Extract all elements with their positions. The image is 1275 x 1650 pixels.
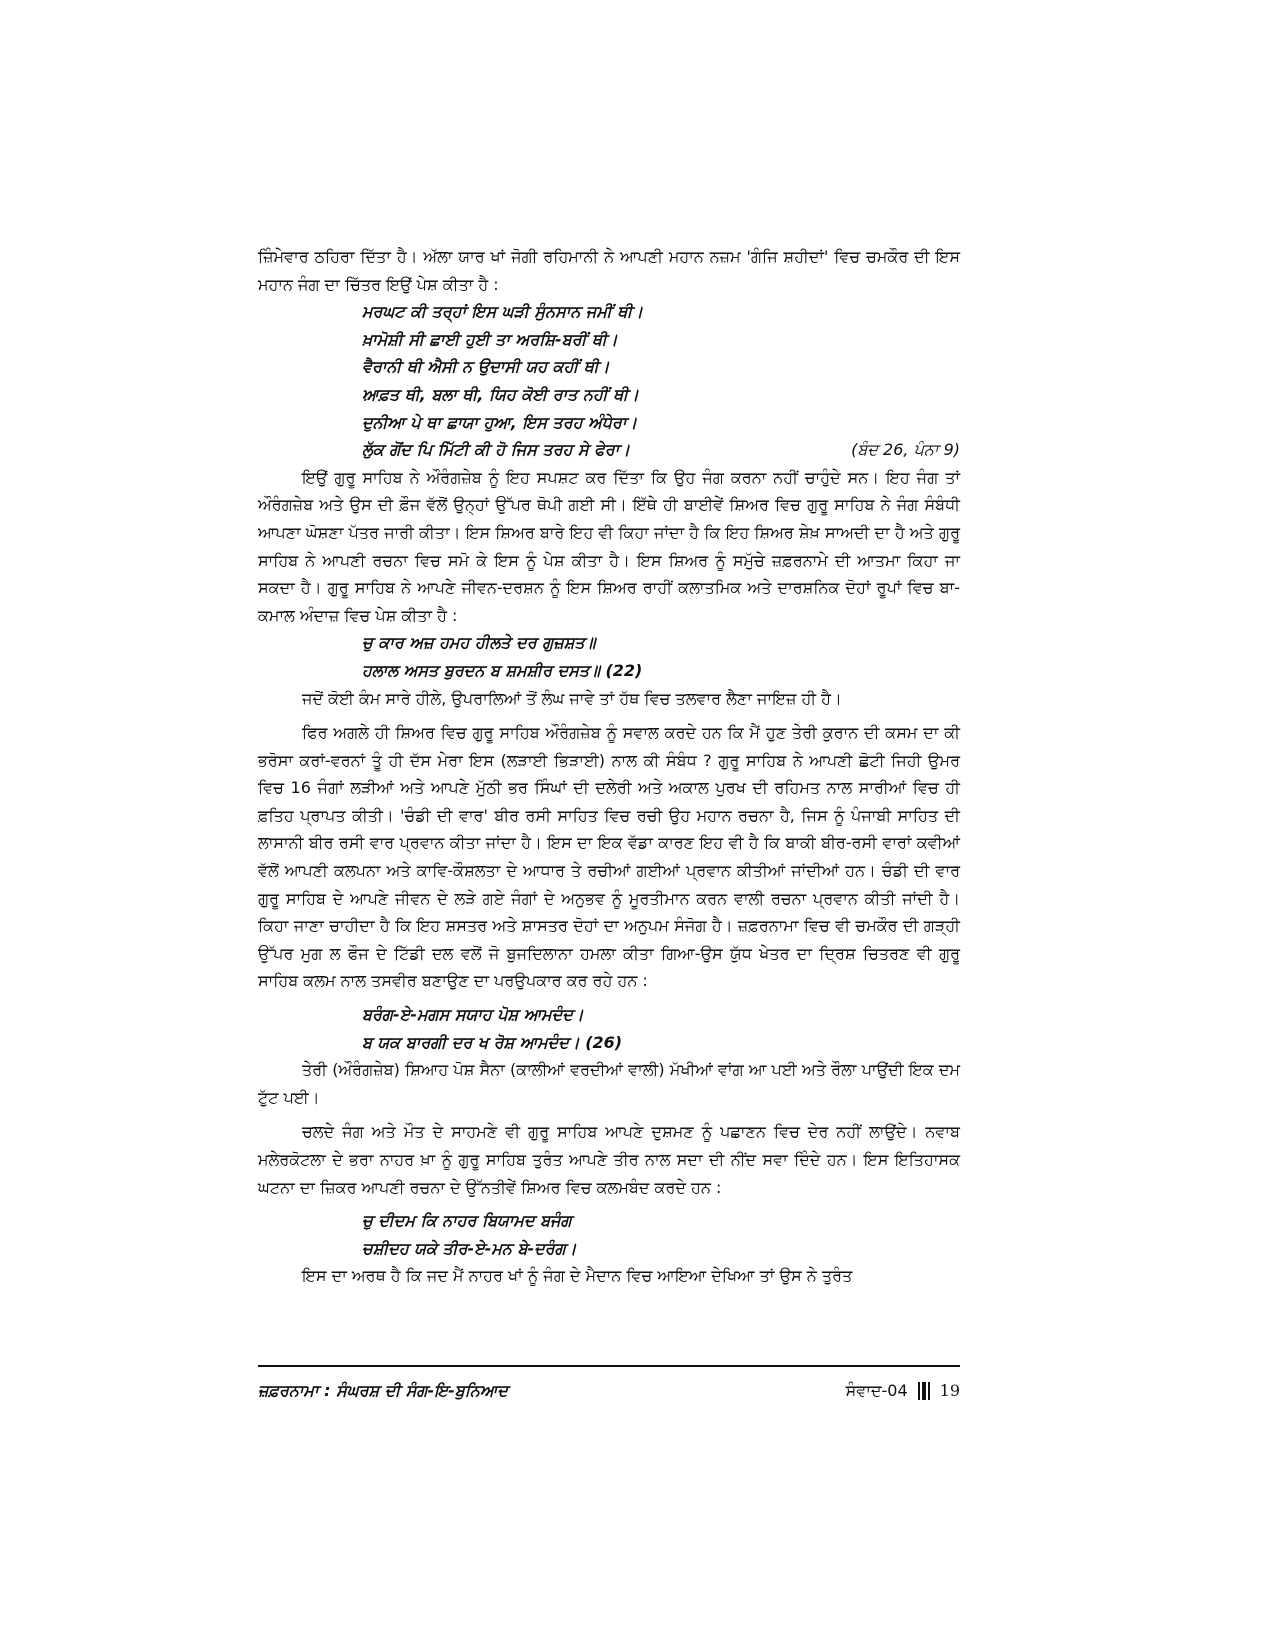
barcode-ornament-icon [918,1382,930,1400]
page-body [258,243,960,1290]
verse-line: ਚੁ ਦੀਦਮ ਕਿ ਨਾਹਰ ਬਿਯਾਮਦ ਬਜੰਗ [362,1211,572,1231]
verse-line: ਚੁ ਕਾਰ ਅਜ਼ ਹਮਹ ਹੀਲਤੇ ਦਰ ਗੁਜ਼ਸ਼ਤ॥ [362,633,596,653]
paragraph-1: ਜ਼ਿੰਮੇਵਾਰ ਠਹਿਰਾ ਦਿੱਤਾ ਹੈ। ਅੱਲਾ ਯਾਰ ਖਾਂ ਜੋਗੀ ਰਹਿਮਾਨੀ ਨੇ ਆਪਣੀ ਮਹਾਨ ਨਜ਼ਮ 'ਗੰਜਿ ਸ਼ਹੀਦਾਂ' ਵਿਚ ਚਮਕੌਰ ਦੀ ਇਸ ਮਹਾਨ ਜੰਗ ਦਾ ਚਿੱਤਰ ਇਉਂ ਪੇਸ਼ ਕੀਤਾ ਹੈ : [258,247,960,294]
paragraph-7: ਇਸ ਦਾ ਅਰਥ ਹੈ ਕਿ ਜਦ ਮੈਂ ਨਾਹਰ ਖਾਂ ਨੂੰ ਜੰਗ ਦੇ ਮੈਦਾਨ ਵਿਚ ਆਇਆ ਦੇਖਿਆ ਤਾਂ ਉਸ ਨੇ ਤੁਰੰਤ [302,1266,853,1286]
page-footer [258,1378,960,1404]
verse-block-2 [362,629,960,684]
running-title: ਜ਼ਫ਼ਰਨਾਮਾ : ਸੰਘਰਸ਼ ਦੀ ਸੰਗ-ਇ-ਬੁਨਿਆਦ [258,1381,508,1400]
verse-line: ਮਰਘਟ ਕੀ ਤਰ੍ਹਾਂ ਇਸ ਘੜੀ ਸੁੰਨਸਾਨ ਜਮੀਂ ਥੀ। [362,302,643,322]
verse-line: ਹਲਾਲ ਅਸਤ ਬੁਰਦਨ ਬ ਸ਼ਮਸ਼ੀਰ ਦਸਤ॥ (22) [362,660,643,680]
footer-right-group [846,1378,960,1404]
paragraph-3: ਜਦੋਂ ਕੋਈ ਕੰਮ ਸਾਰੇ ਹੀਲੇ, ਉਪਰਾਲਿਆਂ ਤੋਂ ਲੰਘ ਜਾਵੇ ਤਾਂ ਹੱਥ ਵਿਚ ਤਲਵਾਰ ਲੈਣਾ ਜਾਇਜ਼ ਹੀ ਹੈ। [302,688,842,708]
paragraph-4: ਫਿਰ ਅਗਲੇ ਹੀ ਸ਼ਿਅਰ ਵਿਚ ਗੁਰੂ ਸਾਹਿਬ ਔਰੰਗਜ਼ੇਬ ਨੂੰ ਸਵਾਲ ਕਰਦੇ ਹਨ ਕਿ ਮੈਂ ਹੁਣ ਤੇਰੀ ਕੁਰਾਨ ਦੀ ਕਸਮ ਦਾ ਕੀ ਭਰੋਸਾ ਕਰਾਂ-ਵਰਨਾਂ ਤੂੰ ਹੀ ਦੱਸ ਮੇਰਾ ਇਸ (ਲੜਾਈ ਭਿੜਾਈ) ਨਾਲ ਕੀ ਸੰਬੰਧ ? ਗੁਰੂ ਸਾਹਿਬ ਨੇ ਆਪਣੀ ਛੋਟੀ ਜਿਹੀ ਉਮਰ ਵਿਚ 16 ਜੰਗਾਂ ਲੜੀਆਂ ਅਤੇ ਆਪਣੇ ਮੁੱਠੀ ਭਰ ਸਿੰਘਾਂ ਦੀ ਦਲੇਰੀ ਅਤੇ ਅਕਾਲ ਪੁਰਖ ਦੀ ਰਹਿਮਤ ਨਾਲ ਸਾਰੀਆਂ ਵਿਚ ਹੀ ਫ਼ਤਿਹ ਪ੍ਰਾਪਤ ਕੀਤੀ। 'ਚੰਡੀ ਦੀ ਵਾਰ' ਬੀਰ ਰਸੀ ਸਾਹਿਤ ਵਿਚ ਰਚੀ ਉਹ ਮਹਾਨ ਰਚਨਾ ਹੈ, ਜਿਸ ਨੂੰ ਪੰਜਾਬੀ ਸਾਹਿਤ ਦੀ ਲਾਸਾਨੀ ਬੀਰ ਰਸੀ ਵਾਰ ਪ੍ਰਵਾਨ ਕੀਤਾ ਜਾਂਦਾ ਹੈ। ਇਸ ਦਾ ਇਕ ਵੱਡਾ ਕਾਰਣ ਇਹ ਵੀ ਹੈ ਕਿ ਬਾਕੀ ਬੀਰ-ਰਸੀ ਵਾਰਾਂ ਕਵੀਆਂ ਵੱਲੋਂ ਆਪਣੀ ਕਲਪਨਾ ਅਤੇ ਕਾਵਿ-ਕੌਸ਼ਲਤਾ ਦੇ ਆਧਾਰ ਤੇ ਰਚੀਆਂ ਗਈਆਂ ਪ੍ਰਵਾਨ ਕੀਤੀਆਂ ਜਾਂਦੀਆਂ ਹਨ। ਚੰਡੀ ਦੀ ਵਾਰ ਗੁਰੂ ਸਾਹਿਬ ਦੇ ਆਪਣੇ ਜੀਵਨ ਦੇ ਲੜੇ ਗਏ ਜੰਗਾਂ ਦੇ ਅਨੁਭਵ ਨੂੰ ਮੂਰਤੀਮਾਨ ਕਰਨ ਵਾਲੀ ਰਚਨਾ ਪ੍ਰਵਾਨ ਕੀਤੀ ਜਾਂਦੀ ਹੈ। ਕਿਹਾ ਜਾਣਾ ਚਾਹੀਦਾ ਹੈ ਕਿ ਇਹ ਸ਼ਸਤਰ ਅਤੇ ਸ਼ਾਸਤਰ ਦੋਹਾਂ ਦਾ ਅਨੁਪਮ ਸੰਜੋਗ ਹੈ। ਜ਼ਫ਼ਰਨਾਮਾ ਵਿਚ ਵੀ ਚਮਕੌਰ ਦੀ ਗੜ੍ਹੀ ਉੱਪਰ ਮੁਗ ਲ ਫੌਜ ਦੇ ਟਿੱਡੀ ਦਲ ਵਲੋਂ ਜੋ ਬੁਜਦਿਲਾਨਾ ਹਮਲਾ ਕੀਤਾ ਗਿਆ-ਉਸ ਯੁੱਧ ਖੇਤਰ ਦਾ ਦ੍ਰਿਸ਼ ਚਿਤਰਣ ਵੀ ਗੁਰੂ ਸਾਹਿਬ ਕਲਮ ਨਾਲ ਤਸਵੀਰ ਬਣਾਉਣ ਦਾ ਪਰਉਪਕਾਰ ਕਰ ਰਹੇ ਹਨ : [258,723,960,991]
verse-line: ਖ਼ਾਮੋਸ਼ੀ ਸੀ ਛਾਈ ਹੁਈ ਤਾ ਅਰਸ਼ਿ-ਬਰੀਂ ਥੀ। [362,329,618,349]
verse-line: ਵੈਰਾਨੀ ਥੀ ਐਸੀ ਨ ਉਦਾਸੀ ਯਹ ਕਹੀਂ ਥੀ। [362,357,610,377]
footer-divider [258,1365,960,1367]
verse-line: ਬ ਯਕ ਬਾਰਗੀ ਦਰ ਖ ਰੋਸ਼ ਆਮਦੰਦ। (26) [362,1032,623,1052]
verse-block-4 [362,1207,960,1262]
verse-line: ਦੁਨੀਆ ਪੇ ਥਾ ਛਾਯਾ ਹੁਆ, ਇਸ ਤਰਹ ਅੰਧੇਰਾ। [362,412,638,432]
verse-line: ਬਰੰਗ-ਏ-ਮਗਸ ਸਯਾਹ ਪੋਸ਼ ਆਮਦੰਦ। [362,1005,584,1025]
verse-block-3 [362,1001,960,1056]
verse-line-with-reference [362,436,960,464]
paragraph-5: ਤੇਰੀ (ਔਰੰਗਜ਼ੇਬ) ਸ਼ਿਆਹ ਪੋਸ਼ ਸੈਨਾ (ਕਾਲੀਆਂ ਵਰਦੀਆਂ ਵਾਲੀ) ਮੱਖੀਆਂ ਵਾਂਗ ਆ ਪਈ ਅਤੇ ਰੌਲਾ ਪਾਉਂਦੀ ਇਕ ਦਮ ਟੁੱਟ ਪਈ। [258,1060,960,1107]
page-number: 19 [939,1381,960,1400]
issue-label: ਸੰਵਾਦ-04 [845,1381,908,1400]
verse-line: ਲੁੱਕ ਗੋਂਦ ਪਿ ਮਿੱਟੀ ਕੀ ਹੋ ਜਿਸ ਤਰਹ ਸੇ ਫੇਰਾ। [362,440,630,460]
verse-reference: (ਬੰਦ 26, ਪੰਨਾ 9) [851,440,960,460]
verse-block-1 [362,298,960,464]
verse-line: ਚਸ਼ੀਦਹ ਯਕੇ ਤੀਰ-ਏ-ਮਨ ਬੇ-ਦਰੰਗ। [362,1238,577,1258]
paragraph-2: ਇਉਂ ਗੁਰੂ ਸਾਹਿਬ ਨੇ ਔਰੰਗਜ਼ੇਬ ਨੂੰ ਇਹ ਸਪਸ਼ਟ ਕਰ ਦਿੱਤਾ ਕਿ ਉਹ ਜੰਗ ਕਰਨਾ ਨਹੀਂ ਚਾਹੁੰਦੇ ਸਨ। ਇਹ ਜੰਗ ਤਾਂ ਔਰੰਗਜ਼ੇਬ ਅਤੇ ਉਸ ਦੀ ਫ਼ੌਜ ਵੱਲੋਂ ਉਨ੍ਹਾਂ ਉੱਪਰ ਥੋਪੀ ਗਈ ਸੀ। ਇੱਥੇ ਹੀ ਬਾਈਵੇਂ ਸ਼ਿਅਰ ਵਿਚ ਗੁਰੂ ਸਾਹਿਬ ਨੇ ਜੰਗ ਸੰਬੰਧੀ ਆਪਣਾ ਘੋਸ਼ਣਾ ਪੱਤਰ ਜਾਰੀ ਕੀਤਾ। ਇਸ ਸ਼ਿਅਰ ਬਾਰੇ ਇਹ ਵੀ ਕਿਹਾ ਜਾਂਦਾ ਹੈ ਕਿ ਇਹ ਸ਼ਿਅਰ ਸ਼ੇਖ਼ ਸਾਅਦੀ ਦਾ ਹੈ ਅਤੇ ਗੁਰੂ ਸਾਹਿਬ ਨੇ ਆਪਣੀ ਰਚਨਾ ਵਿਚ ਸਮੋ ਕੇ ਇਸ ਨੂੰ ਪੇਸ਼ ਕੀਤਾ ਹੈ। ਇਸ ਸ਼ਿਅਰ ਨੂੰ ਸਮੁੱਚੇ ਜ਼ਫ਼ਰਨਾਮੇ ਦੀ ਆਤਮਾ ਕਿਹਾ ਜਾ ਸਕਦਾ ਹੈ। ਗੁਰੂ ਸਾਹਿਬ ਨੇ ਆਪਣੇ ਜੀਵਨ-ਦਰਸ਼ਨ ਨੂੰ ਇਸ ਸ਼ਿਅਰ ਰਾਹੀਂ ਕਲਾਤਮਿਕ ਅਤੇ ਦਾਰਸ਼ਨਿਕ ਦੋਹਾਂ ਰੂਪਾਂ ਵਿਚ ਬਾ-ਕਮਾਲ ਅੰਦਾਜ਼ ਵਿਚ ਪੇਸ਼ ਕੀਤਾ ਹੈ : [258,467,960,625]
verse-line: ਆ਼ਫ਼ਤ ਥੀ, ਬਲਾ ਥੀ, ਯਿਹ ਕੋਈ ਰਾਤ ਨਹੀਂ ਥੀ। [362,384,639,404]
paragraph-6: ਚਲਦੇ ਜੰਗ ਅਤੇ ਮੌਤ ਦੇ ਸਾਹਮਣੇ ਵੀ ਗੁਰੂ ਸਾਹਿਬ ਆਪਣੇ ਦੁਸ਼ਮਣ ਨੂੰ ਪਛਾਣਨ ਵਿਚ ਦੇਰ ਨਹੀਂ ਲਾਉਂਦੇ। ਨਵਾਬ ਮਲੇਰਕੋਟਲਾ ਦੇ ਭਰਾ ਨਾਹਰ ਖ਼ਾ ਨੂੰ ਗੁਰੂ ਸਾਹਿਬ ਤੁਰੰਤ ਆਪਣੇ ਤੀਰ ਨਾਲ ਸਦਾ ਦੀ ਨੀਂਦ ਸਵਾ ਦਿੰਦੇ ਹਨ। ਇਸ ਇਤਿਹਾਸਕ ਘਟਨਾ ਦਾ ਜ਼ਿਕਰ ਆਪਣੀ ਰਚਨਾ ਦੇ ਉੱਨਤੀਵੇਂ ਸ਼ਿਅਰ ਵਿਚ ਕਲਮਬੰਦ ਕਰਦੇ ਹਨ : [258,1122,960,1197]
